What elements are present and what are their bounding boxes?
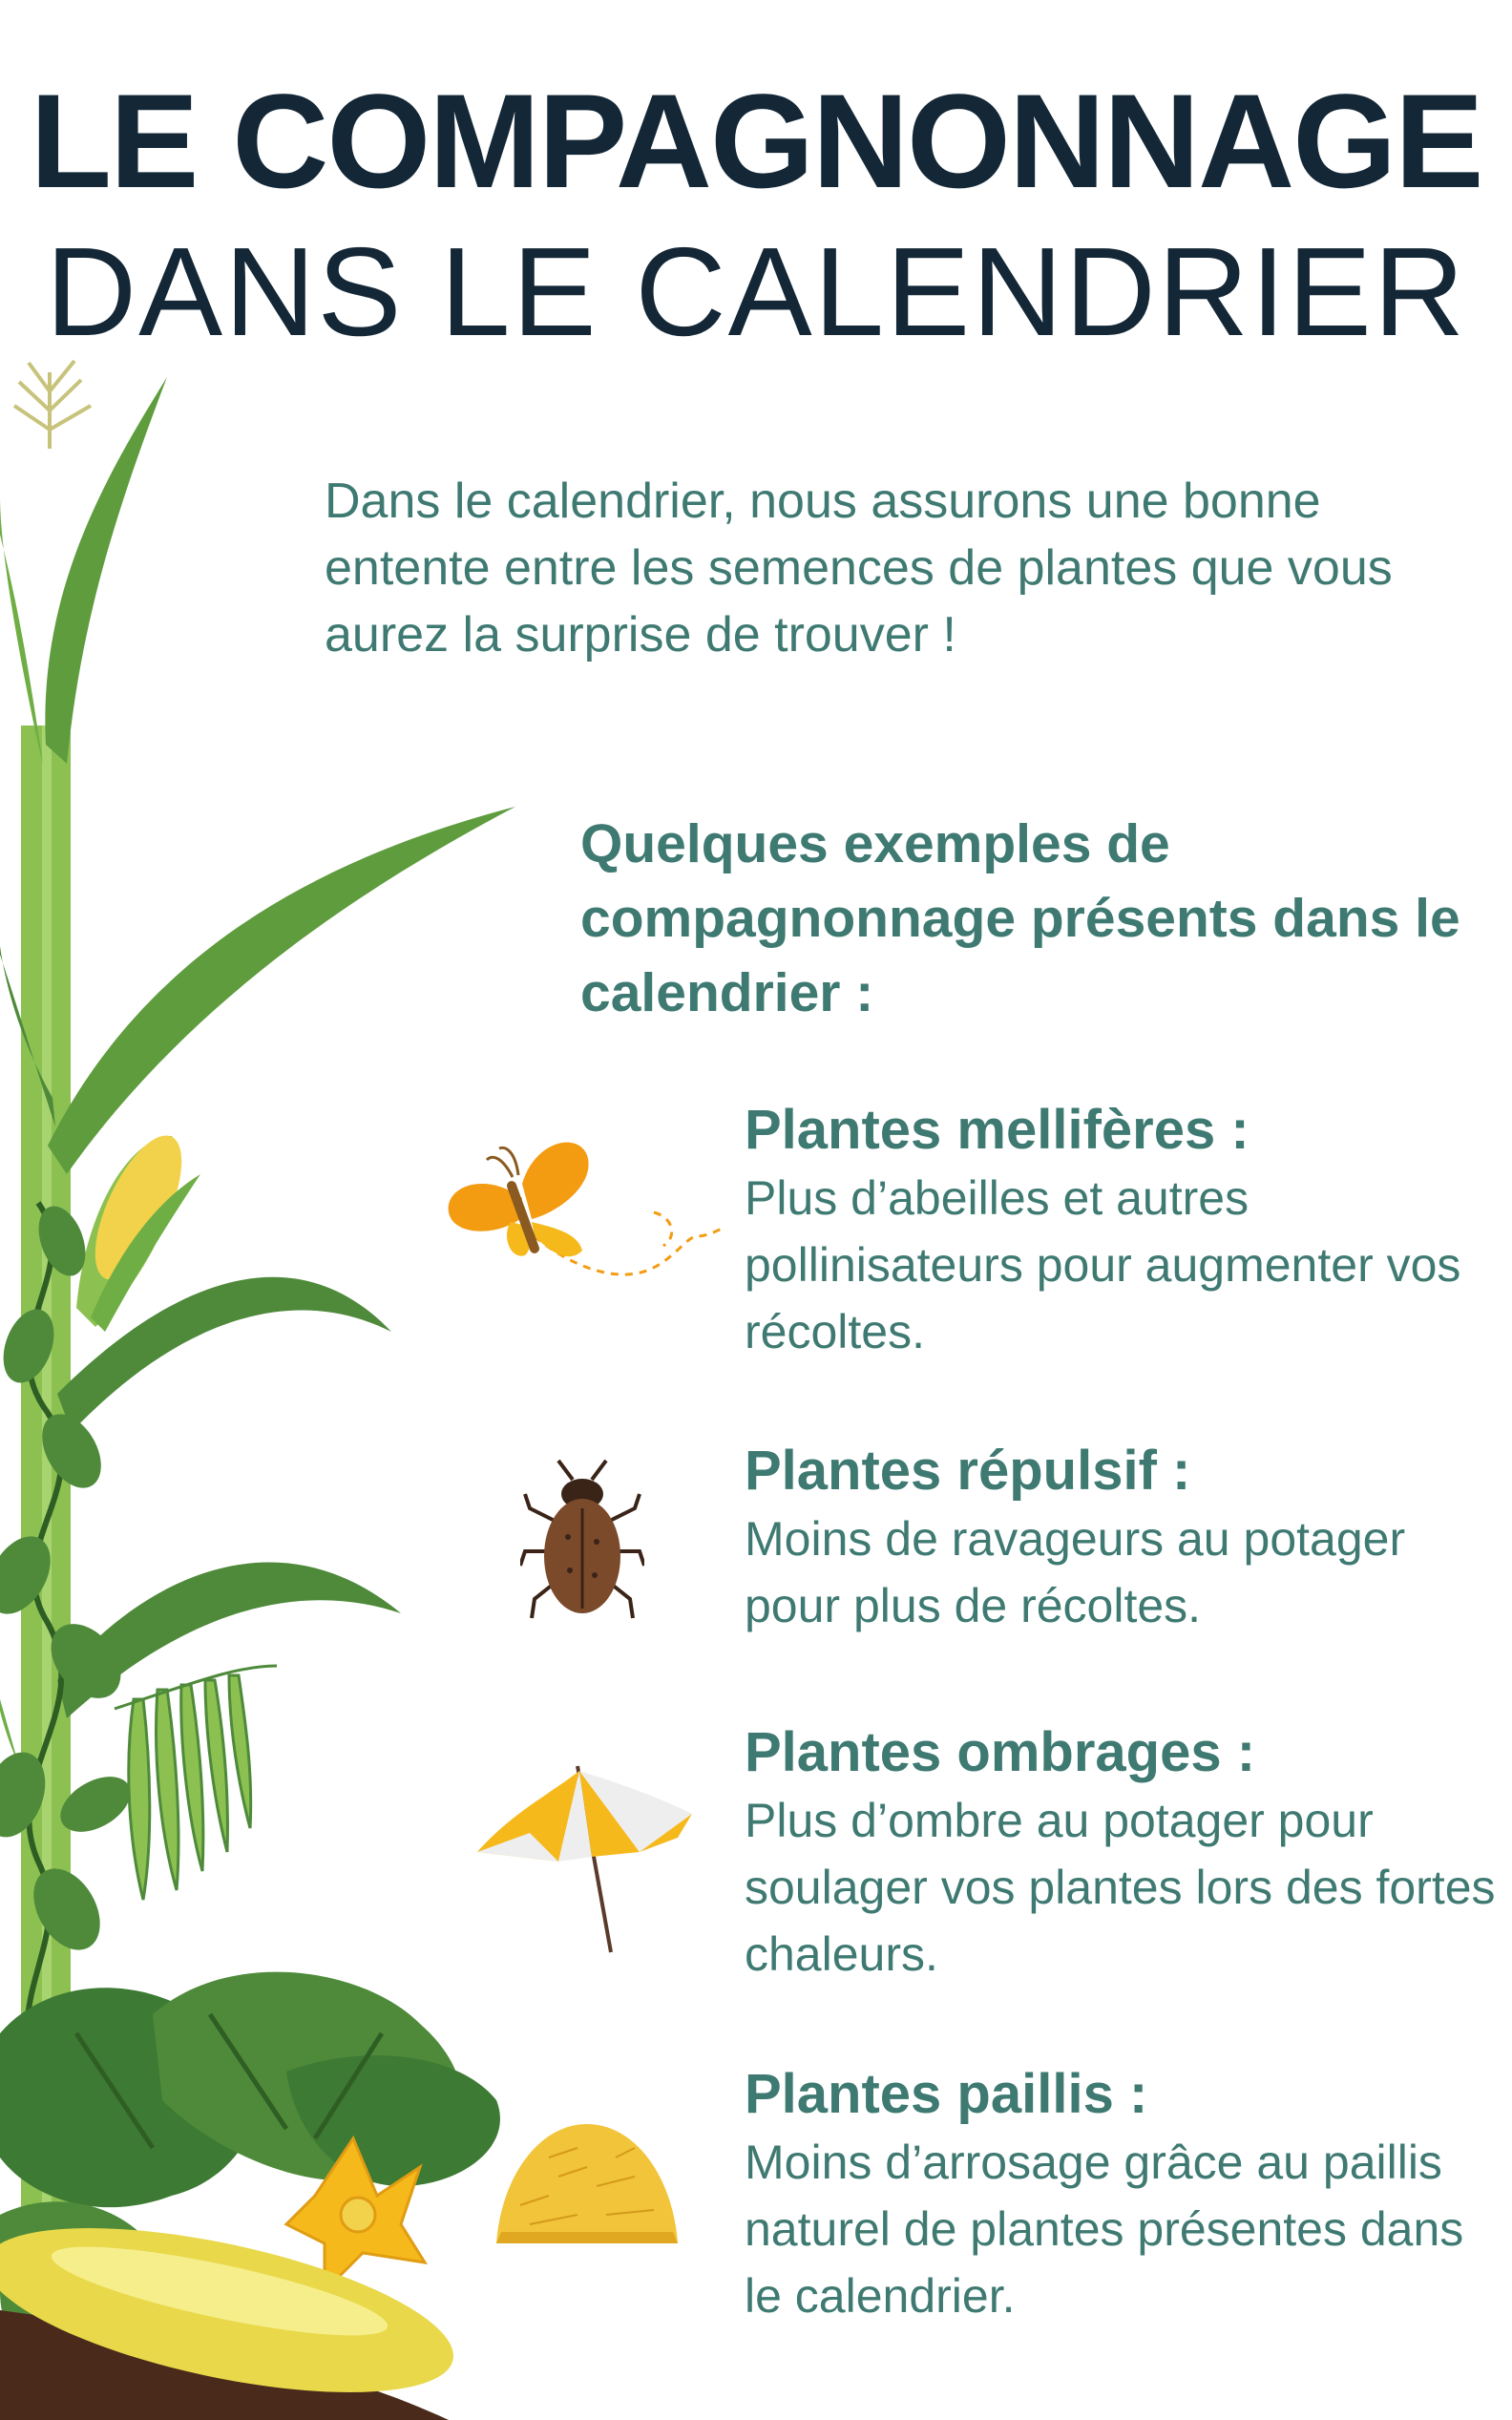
haystack-icon [492,2119,682,2253]
item-description: Plus d’abeilles et autres pollinisateurs pour augmenter vos récoltes. [745,1171,1461,1358]
bean-pods-icon [115,1666,277,1900]
corn-tassel-icon [14,361,91,449]
item-heading: Plantes mellifères : [745,1099,1250,1161]
item-heading: Plantes ombrages : [745,1721,1256,1783]
page-subtitle: DANS LE CALENDRIER [45,221,1467,362]
beetle-icon [520,1456,644,1628]
item-description: Plus d’ombre au potager pour soulager vos plantes lors des fortes chaleurs. [745,1794,1496,1981]
intro-text: Dans le calendrier, nous assurons une bonne entente entre les semences de plantes que vous aurez la surprise de trouver ! [325,473,1393,663]
item-heading: Plantes paillis : [745,2063,1148,2125]
page-title: LE COMPAGNONNAGE [30,66,1482,216]
item-heading: Plantes répulsif : [745,1440,1191,1502]
item-description: Moins d’arrosage grâce au paillis naturel de plantes présentes dans le calendrier. [745,2136,1464,2323]
examples-heading: Quelques exemples de compagnonnage présents dans le calendrier : [580,813,1460,1023]
item-repellent [745,1437,1499,1639]
parasol-icon [472,1757,702,1957]
item-description: Moins de ravageurs au potager pour plus de récoltes. [745,1512,1406,1632]
item-mulch [745,2060,1499,2329]
butterfly-icon [444,1131,730,1303]
item-shade [745,1718,1499,1988]
item-melliferous [745,1096,1499,1365]
